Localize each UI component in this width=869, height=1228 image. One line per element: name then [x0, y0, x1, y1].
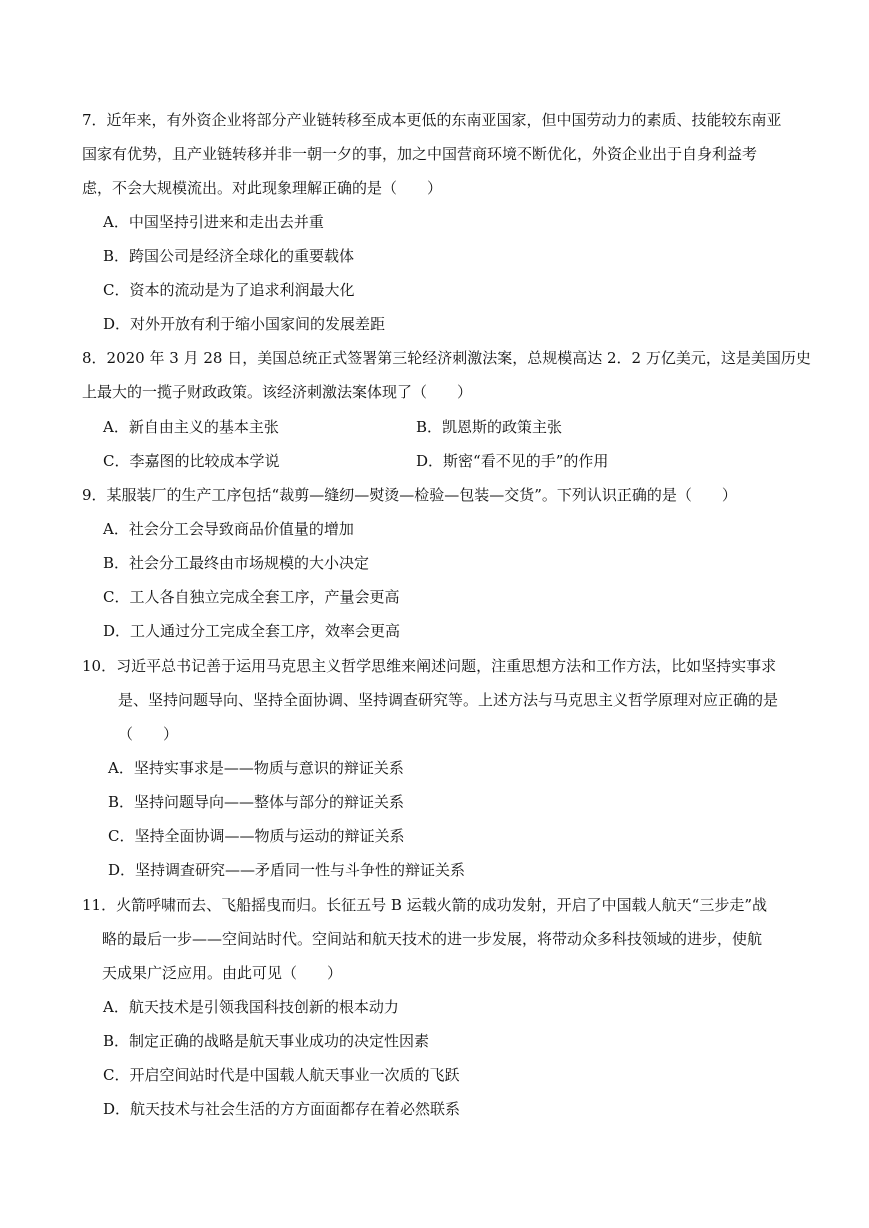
question-7-option-a: A．中国坚持引进来和走出去并重: [103, 213, 324, 231]
question-7-stem-line-3: 虑，不会大规模流出。对此现象理解正确的是（ ）: [82, 179, 443, 197]
question-10-option-b: B．坚持问题导向——整体与部分的辩证关系: [108, 793, 405, 811]
question-9-option-d: D．工人通过分工完成全套工序，效率会更高: [103, 622, 401, 640]
question-10-stem-line-3: （ ）: [118, 725, 179, 743]
question-11-option-b: B．制定正确的战略是航天事业成功的决定性因素: [103, 1032, 430, 1050]
question-8-stem-line-1: 8．2020 年 3 月 28 日，美国总统正式签署第三轮经济刺激法案，总规模高达 2．2 万亿美元，这是美国历史: [82, 349, 811, 367]
question-10-option-d: D．坚持调查研究——矛盾同一性与斗争性的辩证关系: [108, 861, 466, 879]
question-11-option-d: D．航天技术与社会生活的方方面面都存在着必然联系: [103, 1100, 461, 1118]
question-11-option-a: A．航天技术是引领我国科技创新的根本动力: [103, 998, 399, 1016]
question-8-option-a: A．新自由主义的基本主张: [103, 418, 279, 436]
question-11-stem-line-2: 略的最后一步——空间站时代。空间站和航天技术的进一步发展，将带动众多科技领域的进步，使航: [102, 930, 763, 948]
question-11-stem-line-3: 天成果广泛应用。由此可见（ ）: [102, 964, 343, 982]
question-7-stem-line-2: 国家有优势，且产业链转移并非一朝一夕的事，加之中国营商环境不断优化，外资企业出于自身利益考: [82, 145, 758, 163]
question-7-option-b: B．跨国公司是经济全球化的重要载体: [103, 247, 355, 265]
question-9-option-c: C．工人各自独立完成全套工序，产量会更高: [103, 588, 400, 606]
question-7-stem-line-1: 7．近年来，有外资企业将部分产业链转移至成本更低的东南亚国家，但中国劳动力的素质、技能较东南亚: [82, 111, 782, 129]
question-10-option-c: C．坚持全面协调——物质与运动的辩证关系: [108, 827, 405, 845]
question-8-option-d: D．斯密“看不见的手”的作用: [416, 452, 609, 470]
question-8-stem-line-2: 上最大的一揽子财政政策。该经济刺激法案体现了（ ）: [82, 383, 473, 401]
question-7-option-c: C．资本的流动是为了追求利润最大化: [103, 281, 355, 299]
question-8-option-c: C．李嘉图的比较成本学说: [103, 452, 280, 470]
question-10-option-a: A．坚持实事求是——物质与意识的辩证关系: [108, 759, 404, 777]
question-8-option-b: B．凯恩斯的政策主张: [416, 418, 563, 436]
question-9-option-b: B．社会分工最终由市场规模的大小决定: [103, 554, 370, 572]
question-9-option-a: A．社会分工会导致商品价值量的增加: [103, 520, 354, 538]
question-11-stem-line-1: 11．火箭呼啸而去、飞船摇曳而归。长征五号 B 运载火箭的成功发射，开启了中国载人航天“三步走”战: [82, 896, 767, 914]
question-10-stem-line-2: 是、坚持问题导向、坚持全面协调、坚持调查研究等。上述方法与马克思主义哲学原理对应正确的是: [118, 691, 779, 709]
question-7-option-d: D．对外开放有利于缩小国家间的发展差距: [103, 315, 386, 333]
question-11-option-c: C．开启空间站时代是中国载人航天事业一次质的飞跃: [103, 1066, 460, 1084]
question-9-stem-line-1: 9．某服装厂的生产工序包括“裁剪—缝纫—熨烫—检验—包装—交货”。下列认识正确的是（ ）: [82, 486, 737, 504]
question-10-stem-line-1: 10．习近平总书记善于运用马克思主义哲学思维来阐述问题，注重思想方法和工作方法，比如坚持实事求: [82, 657, 777, 675]
